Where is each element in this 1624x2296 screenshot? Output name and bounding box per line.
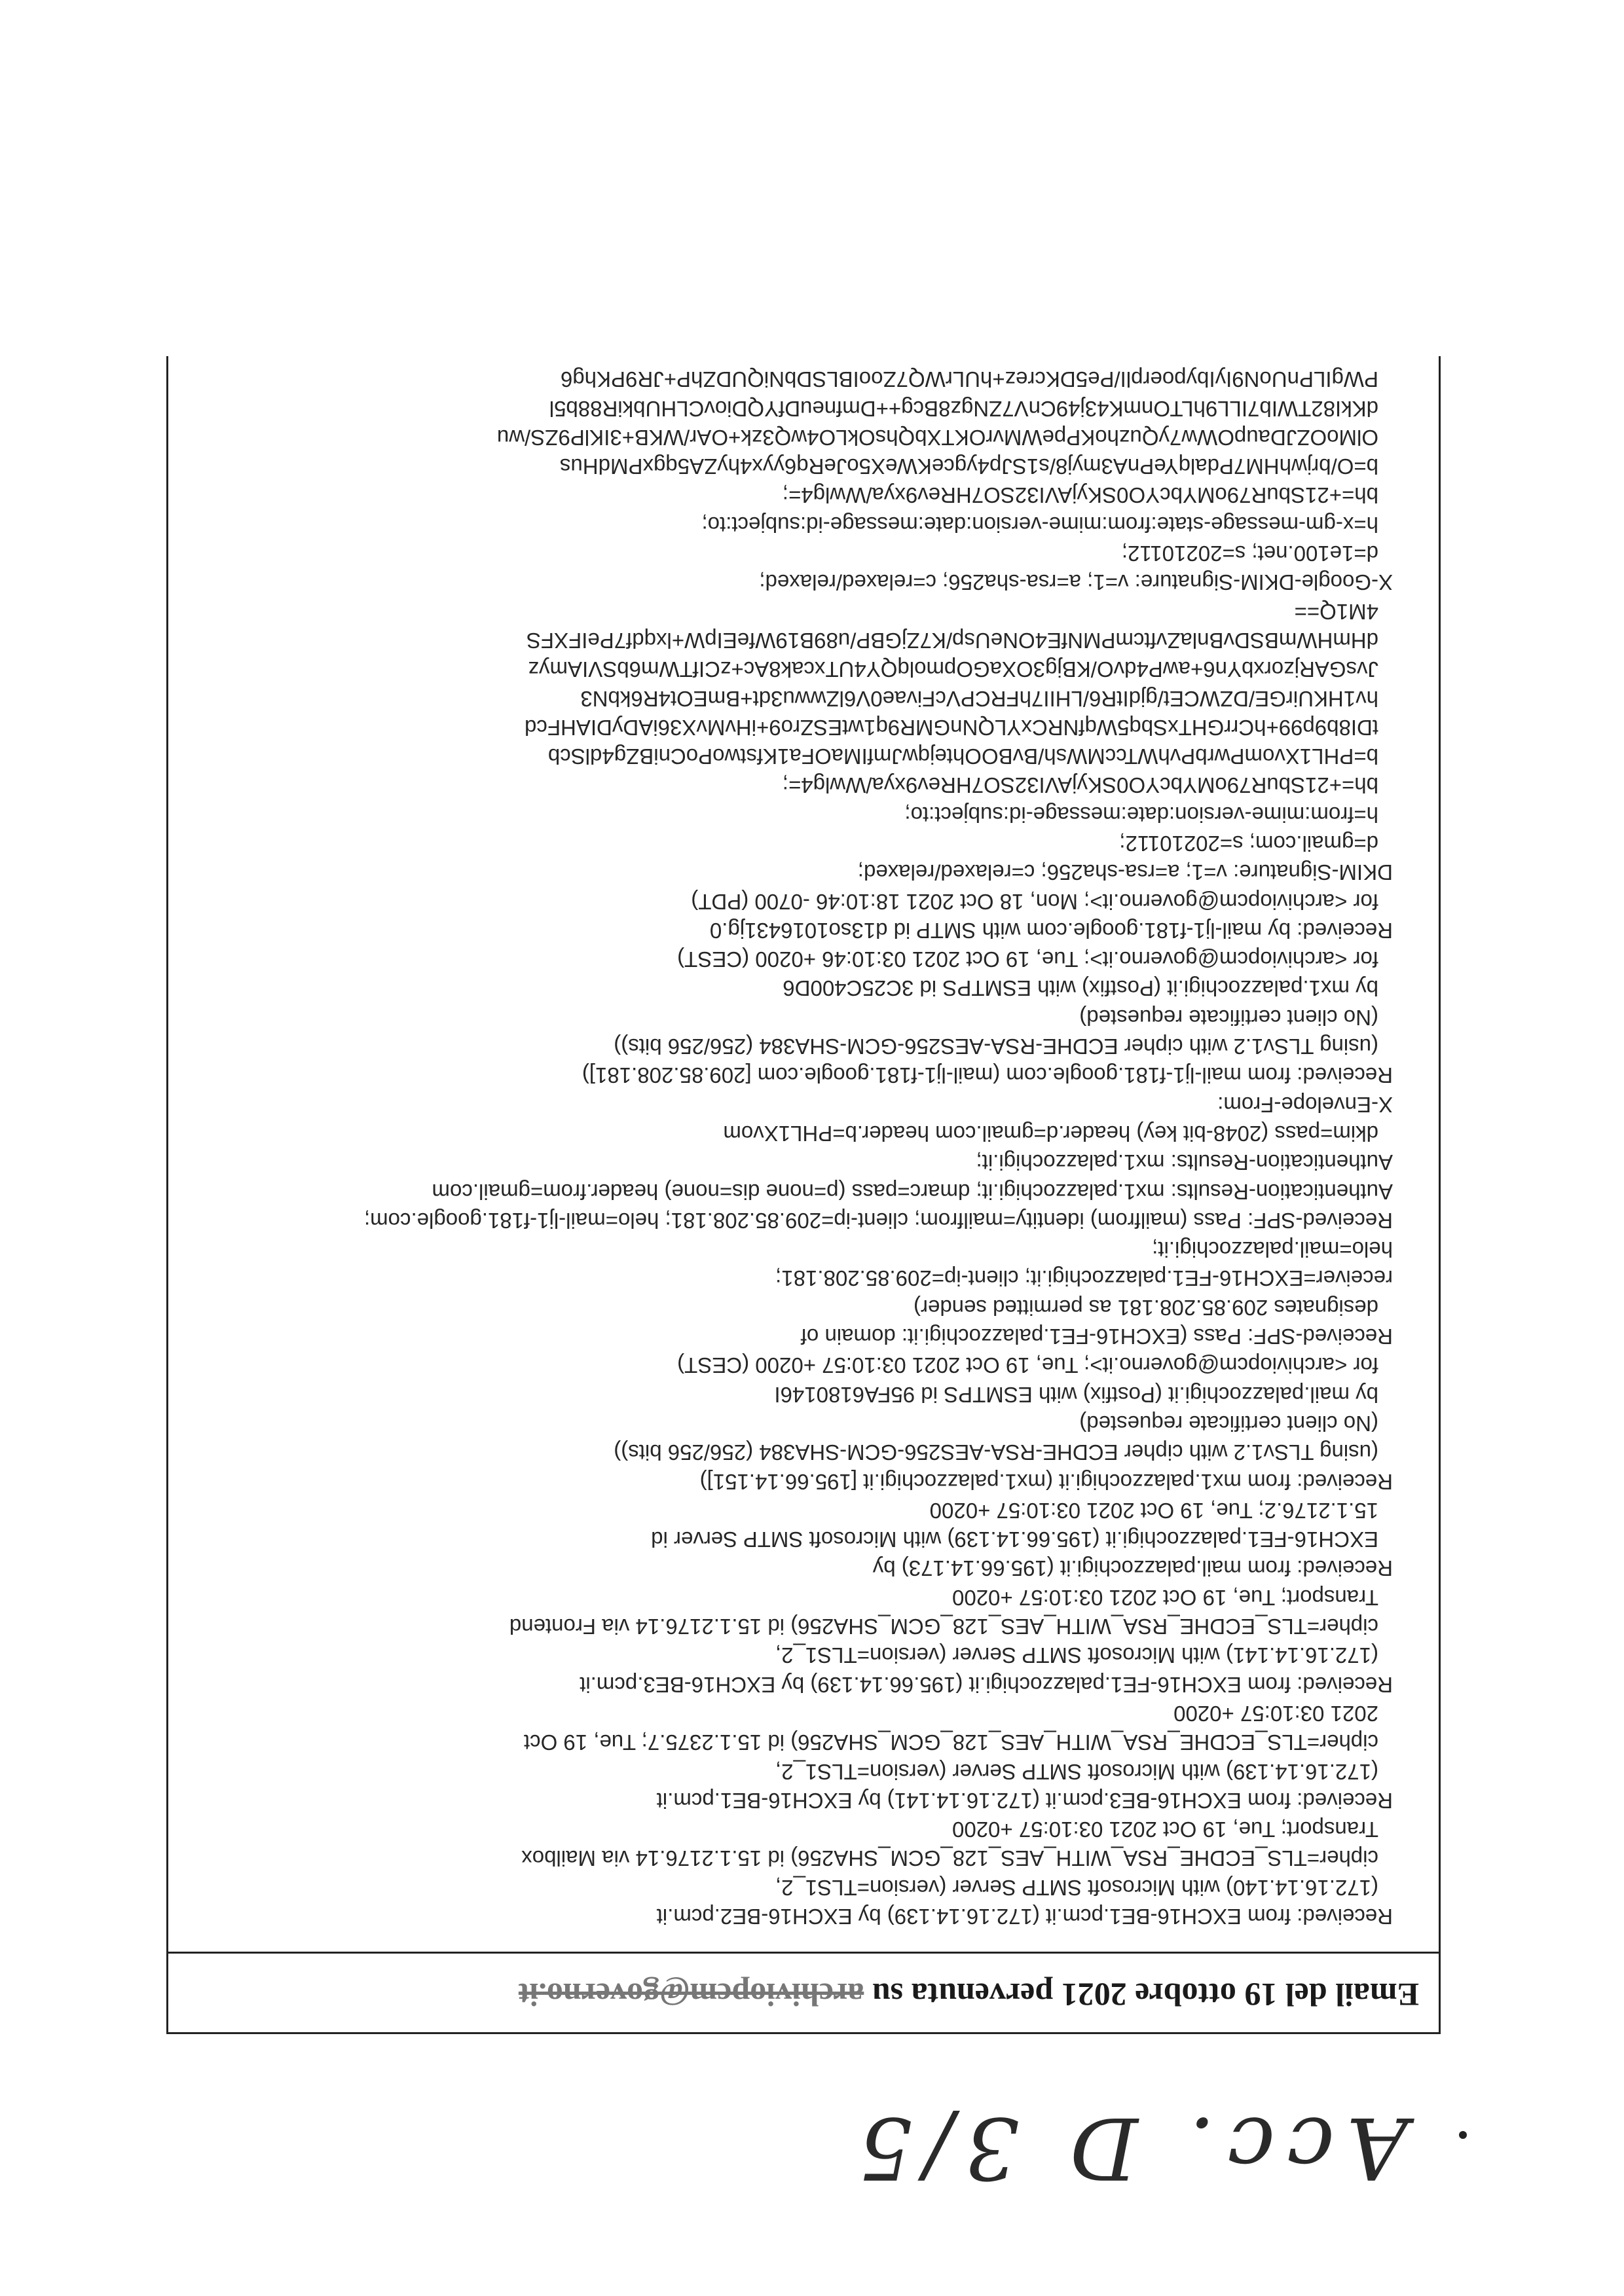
header-line: receiver=EXCH16-FE1.palazzochigi.it; client-ip=209.85.208.181;: [775, 1266, 1393, 1291]
header-line: (172.16.14.139) with Microsoft SMTP Server (version=TLS1_2,: [775, 1759, 1378, 1784]
header-line: JvsGARjzorxbYn6+awP4dvO/KBjg3OXaGOpmolqQY4UTxcak8Ac+zCIfTWm6bSVIAmyz: [528, 657, 1378, 682]
header-line: Received: by mail-lj1-f181.google.com with SMTP id d13so1016431jg.0: [709, 918, 1393, 943]
header-line: bh=+21SbuR79oMYbcYO0SKyjAVI32SO7HRev9xya/Wwlg4=;: [782, 483, 1378, 508]
header-line: helo=mail.palazzochigi.it;: [1152, 1237, 1393, 1262]
header-line: for <archiviopcm@governo.it>; Mon, 18 Oct 2021 18:10:46 -0700 (PDT): [691, 889, 1378, 914]
header-line: for <archiviopcm@governo.it>; Tue, 19 Oct 2021 03:10:57 +0200 (CEST): [677, 1353, 1378, 1378]
header-line: Received: from EXCH16-BE1.pcm.it (172.16.14.139) by EXCH16-BE2.pcm.it: [656, 1904, 1393, 1929]
header-line: cipher=TLS_ECDHE_RSA_WITH_AES_128_GCM_SHA256) id 15.1.2375.7; Tue, 19 Oct: [523, 1730, 1378, 1755]
header-line: b=O/brjwhHM7PdalqYePnA3myj8/s1SJp4ygceKWeX5oJeRq6yyx4hyZA5qgxPMdHus: [559, 454, 1378, 479]
header-line: hv1HKUirGE/DZWCEt/gjdItR6/LHII7hFRCPVcFivae0V6lZwwu3dt+BmEOt4R6kbN3: [580, 686, 1378, 711]
header-line: by mail.palazzochigi.it (Postfix) with ESMTPS id 95FA6180146I: [774, 1382, 1378, 1407]
header-line: cipher=TLS_ECDHE_RSA_WITH_AES_128_GCM_SHA256) id 15.1.2176.14 via Mailbox: [521, 1846, 1378, 1871]
header-line: OlMoOZJDaupOWw7yQuzhoKPpeWMvrOKTXbQhsOkLO4wQ3zk+OAr/WKB+3IKlP9ZS/wu: [496, 425, 1378, 450]
header-line: (using TLSv1.2 with cipher ECDHE-RSA-AES256-GCM-SHA384 (256/256 bits)): [614, 1034, 1378, 1059]
header-line: EXCH16-FE1.palazzochigi.it (195.66.14.139) with Microsoft SMTP Server id: [651, 1527, 1378, 1552]
email-header-frame: [166, 356, 1441, 2034]
header-line: tDI8b9p99+hCrrGHTxSbq5WqfNRCxYLQNnGMR9q1wtESZro9+iHvMvX36iADyDIAHFcd: [525, 715, 1378, 740]
document-title: [519, 1976, 1419, 2014]
header-line: (172.16.14.140) with Microsoft SMTP Server (version=TLS1_2,: [775, 1875, 1378, 1900]
header-line: Authentication-Results: mx1.palazzochigi.it;: [976, 1150, 1393, 1175]
header-line: 2021 03:10:57 +0200: [1173, 1701, 1378, 1726]
header-line: (using TLSv1.2 with cipher ECDHE-RSA-AES256-GCM-SHA384 (256/256 bits)): [614, 1440, 1378, 1465]
title-text: Email del 19 ottobre 2021 pervenuta su: [872, 1977, 1419, 2013]
header-line: Received: from mx1.palazzochigi.it (mx1.palazzochigi.it [195.66.14.151]): [699, 1469, 1393, 1494]
header-line: (No client certificate requested): [1079, 1005, 1378, 1030]
header-line: (172.16.14.141) with Microsoft SMTP Server (version=TLS1_2,: [775, 1643, 1378, 1668]
header-line: h=from:mime-version:date:message-id:subject:to;: [904, 802, 1378, 827]
header-line: Authentication-Results: mx1.palazzochigi.it; dmarc=pass (p=none dis=none) header.from=gmail.com: [432, 1179, 1393, 1204]
header-line: Transport; Tue, 19 Oct 2021 03:10:57 +0200: [952, 1817, 1378, 1842]
header-line: for <archiviopcm@governo.it>; Tue, 19 Oct 2021 03:10:46 +0200 (CEST): [677, 947, 1378, 972]
header-line: by mx1.palazzochigi.it (Postfix) with ESMTPS id 3C25C400D6: [783, 976, 1378, 1001]
header-line: h=x-gm-message-state:from:mime-version:date:message-id:subject:to;: [701, 512, 1378, 537]
header-line: X-Envelope-From:: [1217, 1092, 1393, 1117]
header-line: DKIM-Signature: v=1; a=rsa-sha256; c=relaxed/relaxed;: [857, 860, 1393, 885]
header-line: Received: from EXCH16-BE3.pcm.it (172.16.14.141) by EXCH16-BE1.pcm.it: [656, 1788, 1393, 1813]
header-line: (No client certificate requested): [1079, 1411, 1378, 1436]
handwritten-annotation: Acc. D 3/5: [847, 2098, 1408, 2198]
header-line: Transport; Tue, 19 Oct 2021 03:10:57 +0200: [952, 1585, 1378, 1610]
title-bar: [168, 1952, 1439, 2032]
header-line: Received: from mail-lj1-f181.google.com (mail-lj1-f181.google.com [209.85.208.181]): [581, 1063, 1393, 1088]
header-line: dKkI82TWIb7ILL9hLTOnmK43j49CnV7ZNgz8Bcg++DmfneuDfYQDiovCLHUbkiR88b5l: [549, 396, 1378, 421]
header-line: d=gmail.com; s=20210112;: [1119, 831, 1378, 856]
header-line: b=PHL1XvomPwrbPvhWTccMWsh/BvBOOhtejqwJmfIMaOFa1KfstwoPoCniBZg4dlScb: [547, 744, 1378, 769]
ink-dot: [1459, 2131, 1467, 2139]
header-line: designates 209.85.208.181 as permitted sender): [913, 1295, 1378, 1320]
email-header-lines: [194, 365, 1393, 1931]
header-line: dHmHWmBSDvBnlaZvftcmPMNfE4ONeUsp/K7ZjGBP/u89B19WfeEIpW+lxqdf7PeIFXFS: [526, 628, 1378, 653]
redacted-recipient-address: archiviopcm@governo.it: [518, 1977, 864, 2013]
header-line: Received-SPF: Pass (mailfrom) identity=mailfrom; client-ip=209.85.208.181; helo=mail-lj1-f181.google.com;: [364, 1208, 1393, 1233]
header-line: dkim=pass (2048-bit key) header.d=gmail.com header.b=PHL1Xvom: [723, 1121, 1378, 1146]
header-line: Received-SPF: Pass (EXCH16-FE1.palazzochigi.it: domain of: [800, 1324, 1393, 1349]
header-line: bh=+21SbuR79oMYbcYO0SKyjAVI32SO7HRev9xya/Wwlg4=;: [782, 773, 1378, 798]
header-line: cipher=TLS_ECDHE_RSA_WITH_AES_128_GCM_SHA256) id 15.1.2176.14 via Frontend: [509, 1614, 1378, 1639]
header-line: Received: from mail.palazzochigi.it (195.66.14.173) by: [872, 1556, 1393, 1581]
header-line: PWgILPnUoN9IyIbypoerplI/Pe5DKcrez+hULrWQ7ZooIBLSDbNiQUDZhP+JR9PKhg6: [560, 367, 1378, 392]
header-line: d=1e100.net; s=20210112;: [1121, 541, 1378, 566]
header-line: X-Google-DKIM-Signature: v=1; a=rsa-sha256; c=relaxed/relaxed;: [759, 570, 1393, 595]
header-line: Received: from EXCH16-FE1.palazzochigi.it (195.66.14.139) by EXCH16-BE3.pcm.it: [580, 1672, 1393, 1697]
header-line: 15.1.2176.2; Tue, 19 Oct 2021 03:10:57 +0200: [929, 1498, 1378, 1523]
header-line: 4M1Q==: [1294, 599, 1378, 624]
